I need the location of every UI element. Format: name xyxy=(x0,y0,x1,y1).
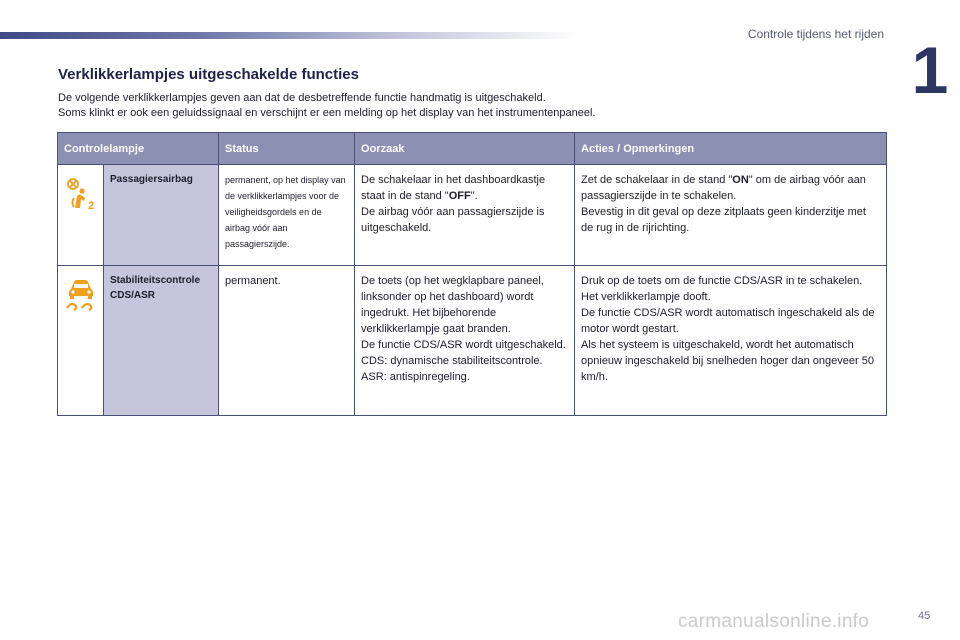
intro-text xyxy=(58,91,596,121)
action-text: Zet de schakelaar in de stand " xyxy=(581,174,733,186)
top-gradient-bar xyxy=(0,32,580,39)
header-status: Status xyxy=(219,133,355,165)
action-line-1: Druk op de toets om de functie CDS/ASR in te schakelen. Het verklikkerlampje dooft. xyxy=(581,275,863,303)
svg-text:2: 2 xyxy=(88,200,95,210)
cause-line-2: De functie CDS/ASR wordt uitgeschakeld. xyxy=(361,339,566,351)
warning-lamps-table xyxy=(57,132,887,416)
header-controlelampje: Controlelampje xyxy=(58,133,219,165)
lamp-icon-cell xyxy=(58,266,104,416)
action-line-3: Als het systeem is uitgeschakeld, wordt het automatisch opnieuw ingeschakeld bij snelheden hoger dan ongeveer 50 km/h. xyxy=(581,339,874,383)
page-number: 45 xyxy=(918,610,931,622)
off-keyword: OFF xyxy=(448,190,471,202)
table-row xyxy=(58,165,887,266)
cause-line-4: ASR: antispinregeling. xyxy=(361,371,470,383)
action-line-2: De functie CDS/ASR wordt automatisch ingeschakeld als de motor wordt gestart. xyxy=(581,307,875,335)
stability-control-off-icon xyxy=(64,302,98,314)
lamp-action xyxy=(575,266,887,416)
lamp-name: Passagiersairbag xyxy=(104,165,219,266)
cause-line-1: De toets (op het wegklapbare paneel, linksonder op het dashboard) wordt ingedrukt. Het bijbehorende verklikkerlampje gaat branden. xyxy=(361,275,544,335)
lamp-cause xyxy=(355,165,575,266)
table-header-row xyxy=(58,133,887,165)
cause-text-end: ". xyxy=(470,190,478,202)
lamp-name xyxy=(104,266,219,416)
header-oorzaak: Oorzaak xyxy=(355,133,575,165)
watermark: carmanualsonline.info xyxy=(678,611,870,632)
lamp-cause xyxy=(355,266,575,416)
cause-text-2: De airbag vóór aan passagierszijde is uitgeschakeld. xyxy=(361,206,545,234)
intro-line-1: De volgende verklikkerlampjes geven aan dat de desbetreffende functie handmatig is uitgeschakeld. xyxy=(58,92,546,104)
action-text-2: Bevestig in dit geval op deze zitplaats geen kinderzitje met de rug in de rijrichting. xyxy=(581,206,866,234)
lamp-status: permanent, op het display van de verklikkerlampjes voor de veiligheidsgordels en de airbag vóór aan passagierszijde. xyxy=(219,165,355,266)
section-heading: Verklikkerlampjes uitgeschakelde functies xyxy=(58,66,359,83)
lamp-icon-cell xyxy=(58,165,104,266)
header-acties: Acties / Opmerkingen xyxy=(575,133,887,165)
lamp-name-line-2: CDS/ASR xyxy=(110,290,156,301)
table-row xyxy=(58,266,887,416)
chapter-number: 1 xyxy=(911,33,949,107)
lamp-status: permanent. xyxy=(219,266,355,416)
chapter-title: Controle tijdens het rijden xyxy=(747,27,884,41)
passenger-airbag-off-icon xyxy=(64,201,98,213)
cause-text: De schakelaar in het dashboardkastje staat in de stand " xyxy=(361,174,546,202)
cause-line-3: CDS: dynamische stabiliteitscontrole. xyxy=(361,355,543,367)
intro-line-2: Soms klinkt er ook een geluidssignaal en verschijnt er een melding op het display van het instrumentenpaneel. xyxy=(58,107,596,119)
lamp-name-line-1: Stabiliteitscontrole xyxy=(110,275,201,286)
action-text-end: " om de airbag vóór aan passagierszijde in te schakelen. xyxy=(581,174,866,202)
lamp-action xyxy=(575,165,887,266)
on-keyword: ON xyxy=(732,174,749,186)
